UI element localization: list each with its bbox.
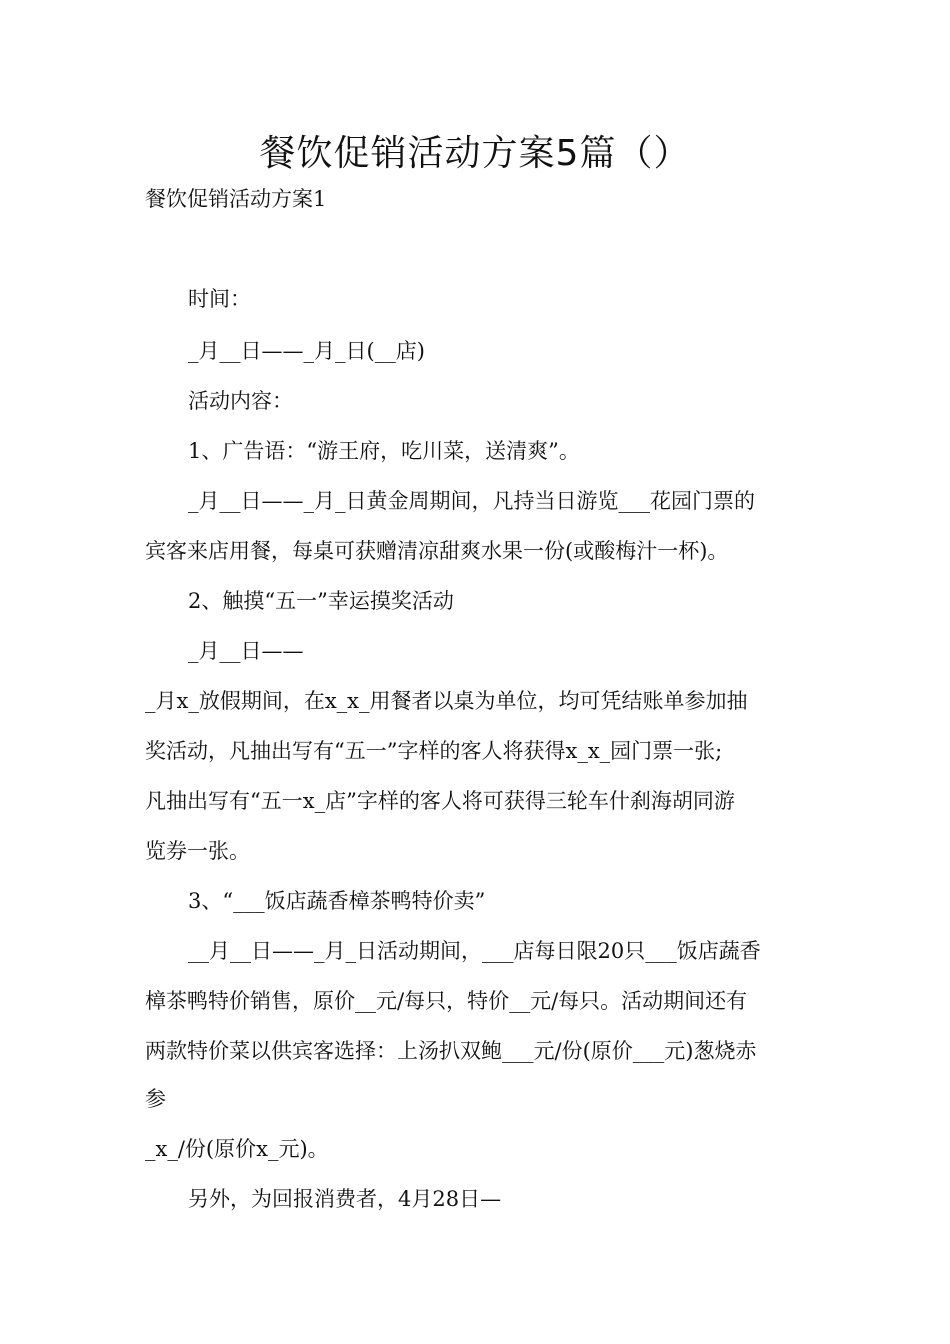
paragraph-line: 奖活动，凡抽出写有“五一”字样的客人将获得x_x_园门票一张; (145, 739, 723, 763)
paragraph-line: 两款特价菜以供宾客选择：上汤扒双鲍___元/份(原价___元)葱烧赤 (145, 1039, 757, 1063)
paragraph-line: 2、触摸“五一”幸运摸奖活动 (188, 589, 454, 613)
paragraph-line: 活动内容： (188, 389, 293, 413)
paragraph-line: 宾客来店用餐，每桌可获赠清凉甜爽水果一份(或酸梅汁一杯)。 (145, 539, 729, 563)
paragraph-line: _月__日——_月_日黄金周期间，凡持当日游览___花园门票的 (188, 489, 755, 513)
paragraph-line: 另外，为回报消费者，4月28日— (188, 1187, 502, 1211)
section-heading: 餐饮促销活动方案1 (145, 187, 327, 211)
paragraph-line: 览券一张。 (145, 839, 250, 863)
paragraph-line: __月__日——_月_日活动期间，___店每日限20只___饭店蔬香 (188, 939, 761, 963)
paragraph-line: _月__日——_月_日(__店) (188, 339, 425, 363)
paragraph-line: 3、“___饭店蔬香樟茶鸭特价卖” (188, 889, 486, 913)
paragraph-line: _月x_放假期间，在x_x_用餐者以桌为单位，均可凭结账单参加抽 (145, 689, 748, 713)
paragraph-line: _x_/份(原价x_元)。 (145, 1137, 329, 1161)
paragraph-line: 参 (145, 1087, 166, 1111)
document-title: 餐饮促销活动方案5篇（） (259, 133, 691, 174)
paragraph-line: 樟茶鸭特价销售，原价__元/每只，特价__元/每只。活动期间还有 (145, 989, 748, 1013)
paragraph-line: 1、广告语：“游王府，吃川菜，送清爽”。 (188, 439, 580, 463)
paragraph-line: _月__日—— (188, 639, 304, 663)
paragraph-line: 凡抽出写有“五一x_店”字样的客人将可获得三轮车什刹海胡同游 (145, 789, 735, 813)
paragraph-line: 时间： (188, 287, 251, 311)
